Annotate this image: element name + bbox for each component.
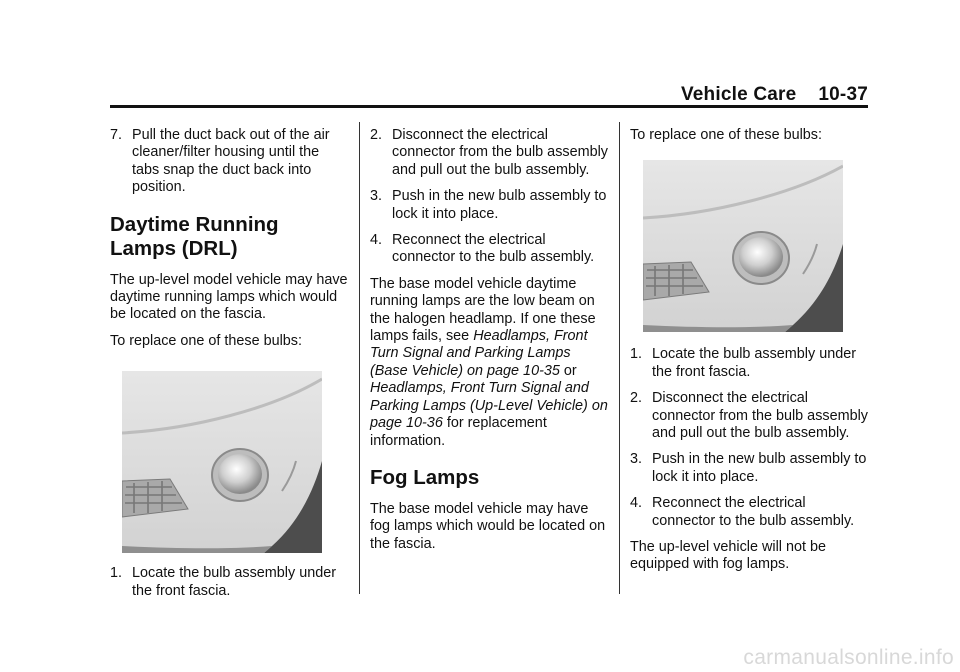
fascia-fog-illustration xyxy=(643,160,843,332)
closing-paragraph: The up-level vehicle will not be equipped with fog lamps. xyxy=(630,539,826,573)
step-3: 3. Push in the new bulb assembly to lock it into place. xyxy=(630,451,867,485)
column-divider-1 xyxy=(359,122,360,594)
step-1: 1. Locate the bulb assembly under the front fascia. xyxy=(630,346,856,380)
step-2: 2. Disconnect the electrical connector from the bulb assembly and pull out the bulb assembly. xyxy=(370,127,608,178)
fog-lamp-lens-icon xyxy=(218,454,262,494)
column-1 xyxy=(110,127,350,609)
fog-lamps-heading: Fog Lamps xyxy=(370,465,480,489)
watermark: carmanualsonline.info xyxy=(743,646,954,669)
step-4: 4. Reconnect the electrical connector to the bulb assembly. xyxy=(630,495,855,529)
column-divider-2 xyxy=(619,122,620,594)
column-2 xyxy=(370,127,610,562)
base-drl-paragraph: The base model vehicle daytime running lamps are the low beam on the halogen headlamp. If one these lamps fails, see Headlamps, Front Turn Signal and Parking Lamps (Base Vehicle) on page 10-35 or Headlamps, Front Turn Signal and Parking Lamps (Up-Level Vehicle) on page 10-36 for replacement information. xyxy=(370,275,608,449)
page-number: 10-37 xyxy=(818,84,868,105)
section-title: Vehicle Care xyxy=(680,84,797,105)
drl-paragraph: The up-level model vehicle may have daytime running lamps which would be located on the fascia. xyxy=(110,271,348,323)
headlamps-uplevel-link[interactable]: Headlamps, Front Turn Signal and Parking Lamps (Up-Level Vehicle) on page 10-36 xyxy=(370,380,608,432)
header-rule xyxy=(110,105,868,108)
replace-intro-2: To replace one of these bulbs: xyxy=(630,127,823,143)
step-2: 2. Disconnect the electrical connector from the bulb assembly and pull out the bulb assembly. xyxy=(630,390,868,442)
drl-heading: Daytime Running Lamps (DRL) xyxy=(110,212,279,260)
step-7: 7. Pull the duct back out of the air cleaner/filter housing until the tabs snap the duct back into position. xyxy=(110,127,330,196)
step-3: 3. Push in the new bulb assembly to lock it into place. xyxy=(370,188,607,222)
fascia-drl-illustration xyxy=(122,371,322,553)
page-header xyxy=(110,84,868,106)
step-4: 4. Reconnect the electrical connector to the bulb assembly. xyxy=(370,232,595,266)
replace-intro: To replace one of these bulbs: xyxy=(110,332,303,349)
headlamps-base-link[interactable]: Headlamps, Front Turn Signal and Parking Lamps (Base Vehicle) on page 10-35 xyxy=(370,328,588,379)
column-3 xyxy=(630,127,870,583)
fog-paragraph: The base model vehicle may have fog lamps which would be located on the fascia. xyxy=(370,500,606,552)
fog-lamp-lens-icon xyxy=(739,237,783,277)
step-1: 1. Locate the bulb assembly under the front fascia. xyxy=(110,565,336,599)
